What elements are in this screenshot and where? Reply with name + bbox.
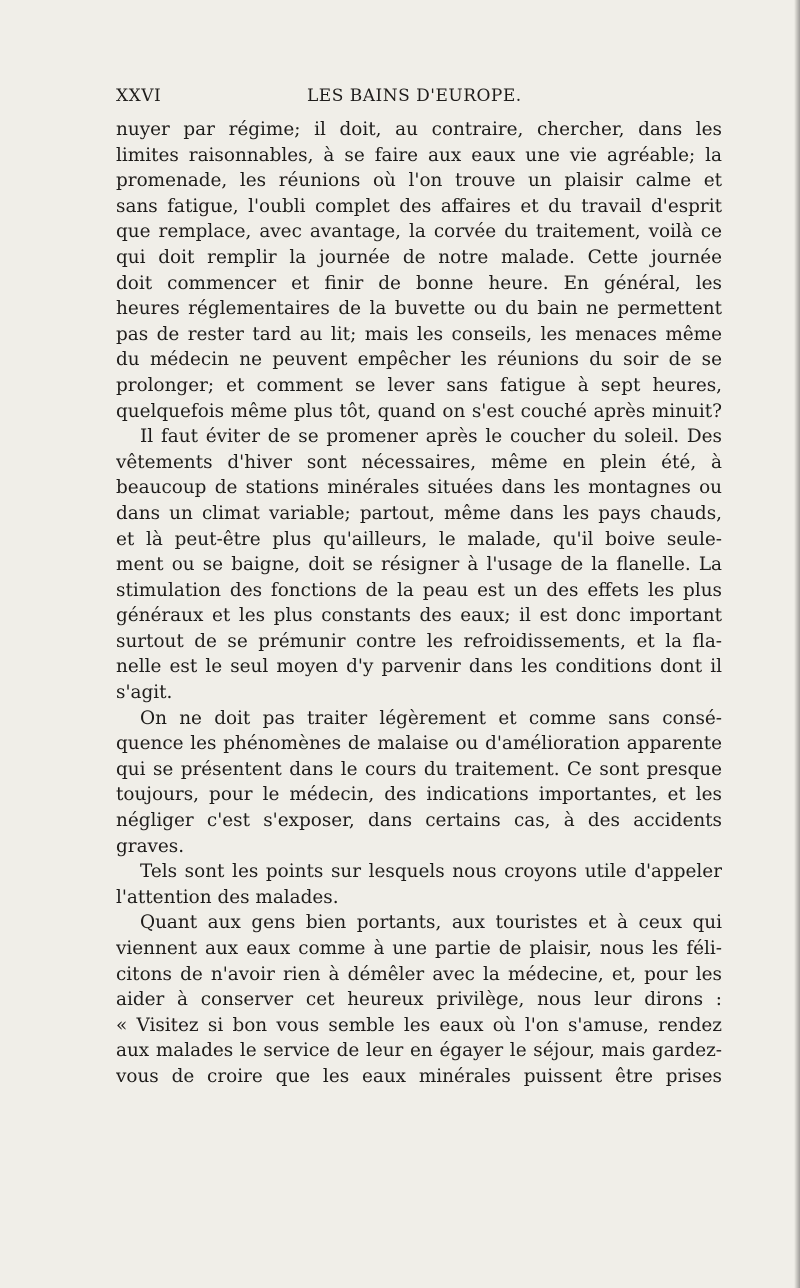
- text-line: pas de rester tard au lit; mais les conseils, les menaces même: [116, 323, 722, 345]
- text-line: nelle est le seul moyen d'y parvenir dans les conditions dont il: [116, 656, 722, 678]
- text-line: et là peut-être plus qu'ailleurs, le malade, qu'il boive seule-: [116, 528, 722, 550]
- page-header: [116, 86, 676, 108]
- text-line: Il faut éviter de se promener après le coucher du soleil. Des: [140, 426, 722, 448]
- text-line: beaucoup de stations minérales situées dans les montagnes ou: [116, 477, 722, 499]
- text-line: du médecin ne peuvent empêcher les réunions du soir de se: [116, 349, 722, 371]
- text-line: qui se présentent dans le cours du traitement. Ce sont presque: [116, 758, 722, 780]
- body-text: [116, 117, 722, 1090]
- text-line: citons de n'avoir rien à démêler avec la médecine, et, pour les: [116, 963, 722, 985]
- text-line: surtout de se prémunir contre les refroidissements, et la fla-: [116, 630, 722, 652]
- text-line: aider à conserver cet heureux privilège, nous leur dirons :: [116, 989, 722, 1011]
- text-line: prolonger; et comment se lever sans fatigue à sept heures,: [116, 374, 722, 396]
- page-edge-shadow: [794, 0, 800, 1288]
- text-line: promenade, les réunions où l'on trouve un plaisir calme et: [116, 170, 722, 192]
- text-line: quence les phénomènes de malaise ou d'amélioration apparente: [116, 733, 722, 755]
- text-line: stimulation des fonctions de la peau est un des effets les plus: [116, 579, 722, 601]
- text-line: Tels sont les points sur lesquels nous croyons utile d'appeler: [140, 861, 722, 883]
- text-line: nuyer par régime; il doit, au contraire, chercher, dans les: [116, 119, 722, 140]
- text-line: toujours, pour le médecin, des indications importantes, et les: [116, 784, 722, 806]
- text-line: qui doit remplir la journée de notre malade. Cette journée: [116, 246, 722, 268]
- text-line: « Visitez si bon vous semble les eaux où l'on s'amuse, rendez: [116, 1014, 722, 1036]
- text-line: heures réglementaires de la buvette ou du bain ne permettent: [116, 298, 722, 320]
- text-line: négliger c'est s'exposer, dans certains cas, à des accidents: [116, 810, 722, 832]
- text-line: viennent aux eaux comme à une partie de plaisir, nous les féli-: [116, 938, 722, 959]
- text-line: que remplace, avec avantage, la corvée du traitement, voilà ce: [116, 221, 722, 243]
- text-line: Quant aux gens bien portants, aux touristes et à ceux qui: [140, 912, 722, 934]
- running-title: LES BAINS D'EUROPE.: [307, 86, 522, 106]
- text-line: graves.: [116, 835, 185, 857]
- text-line: s'agit.: [116, 682, 173, 704]
- text-line: généraux et les plus constants des eaux; il est donc important: [116, 605, 722, 627]
- text-line: l'attention des malades.: [116, 886, 339, 908]
- text-line: dans un climat variable; partout, même dans les pays chauds,: [116, 502, 722, 524]
- text-line: vous de croire que les eaux minérales puissent être prises: [116, 1065, 722, 1087]
- text-line: sans fatigue, l'oubli complet des affaires et du travail d'esprit: [116, 195, 722, 217]
- text-line: quelquefois même plus tôt, quand on s'est couché après minuit?: [116, 400, 722, 422]
- text-line: limites raisonnables, à se faire aux eaux une vie agréable; la: [116, 144, 722, 166]
- text-line: doit commencer et finir de bonne heure. En général, les: [116, 272, 722, 294]
- page-number: XXVI: [116, 86, 162, 106]
- text-line: vêtements d'hiver sont nécessaires, même en plein été, à: [116, 451, 722, 473]
- text-line: ment ou se baigne, doit se résigner à l'usage de la flanelle. La: [116, 554, 722, 576]
- text-line: On ne doit pas traiter légèrement et comme sans consé-: [140, 707, 722, 729]
- text-line: aux malades le service de leur en égayer le séjour, mais gardez-: [116, 1040, 722, 1062]
